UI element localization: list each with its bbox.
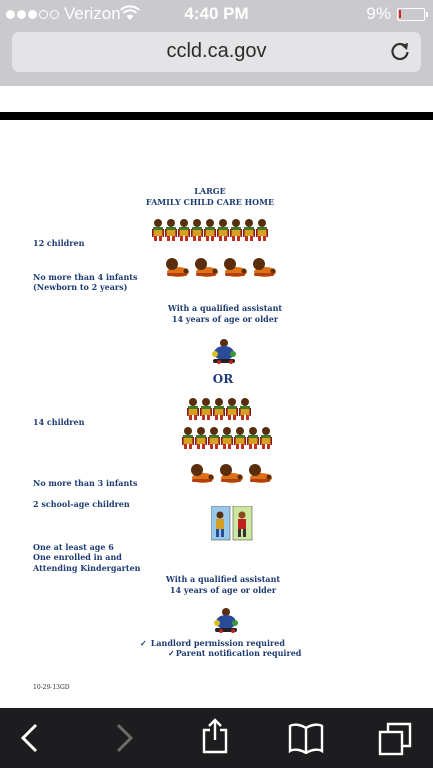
doc-title-line2: FAMILY CHILD CARE HOME bbox=[145, 197, 275, 207]
infant-icon bbox=[251, 256, 277, 278]
forward-icon[interactable] bbox=[112, 722, 136, 759]
checkmark-icon: ✓ bbox=[140, 638, 147, 648]
option2-assistant-line1: With a qualified assistant bbox=[165, 574, 281, 584]
doc-title-line1: LARGE bbox=[194, 186, 226, 196]
child-icon bbox=[178, 218, 190, 242]
child-icon bbox=[152, 218, 164, 242]
child-icon bbox=[256, 218, 268, 242]
requirement-landlord bbox=[140, 638, 285, 648]
infant-icon bbox=[222, 256, 248, 278]
option2-age-line3: Attending Kindergarten bbox=[33, 563, 141, 573]
infant-icon bbox=[164, 256, 190, 278]
tabs-icon[interactable] bbox=[378, 722, 412, 761]
option2-infants-label: No more than 3 infants bbox=[33, 478, 138, 488]
page-divider bbox=[0, 112, 433, 120]
child-icon bbox=[230, 218, 242, 242]
child-icon bbox=[260, 426, 272, 450]
share-icon[interactable] bbox=[200, 718, 230, 759]
carrier-label: Verizon bbox=[64, 4, 121, 23]
infant-icon bbox=[247, 462, 273, 484]
address-bar[interactable] bbox=[12, 32, 421, 72]
option1-children-icons bbox=[152, 218, 268, 242]
infant-icon bbox=[193, 256, 219, 278]
option2-children-label: 14 children bbox=[33, 417, 85, 427]
requirement-parent bbox=[168, 648, 301, 658]
browser-toolbar bbox=[0, 708, 433, 768]
option2-assistant-line2: 14 years of age or older bbox=[169, 585, 277, 595]
child-icon bbox=[234, 426, 246, 450]
option1-assistant-line2: 14 years of age or older bbox=[171, 314, 279, 324]
book-icon[interactable] bbox=[288, 722, 324, 759]
reload-icon[interactable] bbox=[389, 40, 411, 67]
status-bar bbox=[0, 0, 433, 30]
child-icon bbox=[221, 426, 233, 450]
child-icon bbox=[195, 426, 207, 450]
child-icon bbox=[247, 426, 259, 450]
battery-icon bbox=[397, 8, 425, 21]
infant-icon bbox=[218, 462, 244, 484]
child-icon bbox=[182, 426, 194, 450]
requirement-landlord-text: Landlord permission required bbox=[150, 638, 285, 648]
child-icon bbox=[226, 397, 238, 421]
option1-infants-line1: No more than 4 infants bbox=[33, 272, 138, 282]
option1-infant-icons bbox=[164, 256, 277, 278]
child-icon bbox=[243, 218, 255, 242]
option2-age-line2: One enrolled in and bbox=[33, 552, 122, 562]
option2-infant-icons bbox=[189, 462, 273, 484]
caregiver-icon bbox=[209, 606, 243, 634]
child-icon bbox=[217, 218, 229, 242]
caregiver-icon bbox=[207, 337, 241, 365]
school-age-children-icon bbox=[211, 506, 253, 542]
url-text[interactable]: ccld.ca.gov bbox=[166, 40, 267, 62]
footer-code: 10-29-13GD bbox=[33, 684, 70, 691]
checkmark-icon: ✓ bbox=[168, 648, 175, 658]
child-icon bbox=[191, 218, 203, 242]
battery-percent: 9% bbox=[366, 4, 391, 23]
child-icon bbox=[213, 397, 225, 421]
option1-assistant-line1: With a qualified assistant bbox=[167, 303, 283, 313]
option1-children-label: 12 children bbox=[33, 238, 85, 248]
option2-age-line1: One at least age 6 bbox=[33, 542, 114, 552]
clock: 4:40 PM bbox=[184, 4, 249, 23]
child-icon bbox=[208, 426, 220, 450]
requirement-parent-text: Parent notification required bbox=[175, 648, 302, 658]
child-icon bbox=[200, 397, 212, 421]
or-label: OR bbox=[212, 372, 234, 386]
browser-chrome bbox=[0, 0, 433, 86]
child-icon bbox=[204, 218, 216, 242]
infant-icon bbox=[189, 462, 215, 484]
option2-children-icons-row2 bbox=[182, 426, 272, 450]
child-icon bbox=[165, 218, 177, 242]
option2-school-age-label: 2 school-age children bbox=[33, 499, 130, 509]
child-icon bbox=[239, 397, 251, 421]
option2-children-icons-row1 bbox=[187, 397, 251, 421]
back-icon[interactable] bbox=[18, 722, 42, 759]
child-icon bbox=[187, 397, 199, 421]
option1-infants-line2: (Newborn to 2 years) bbox=[33, 282, 128, 292]
